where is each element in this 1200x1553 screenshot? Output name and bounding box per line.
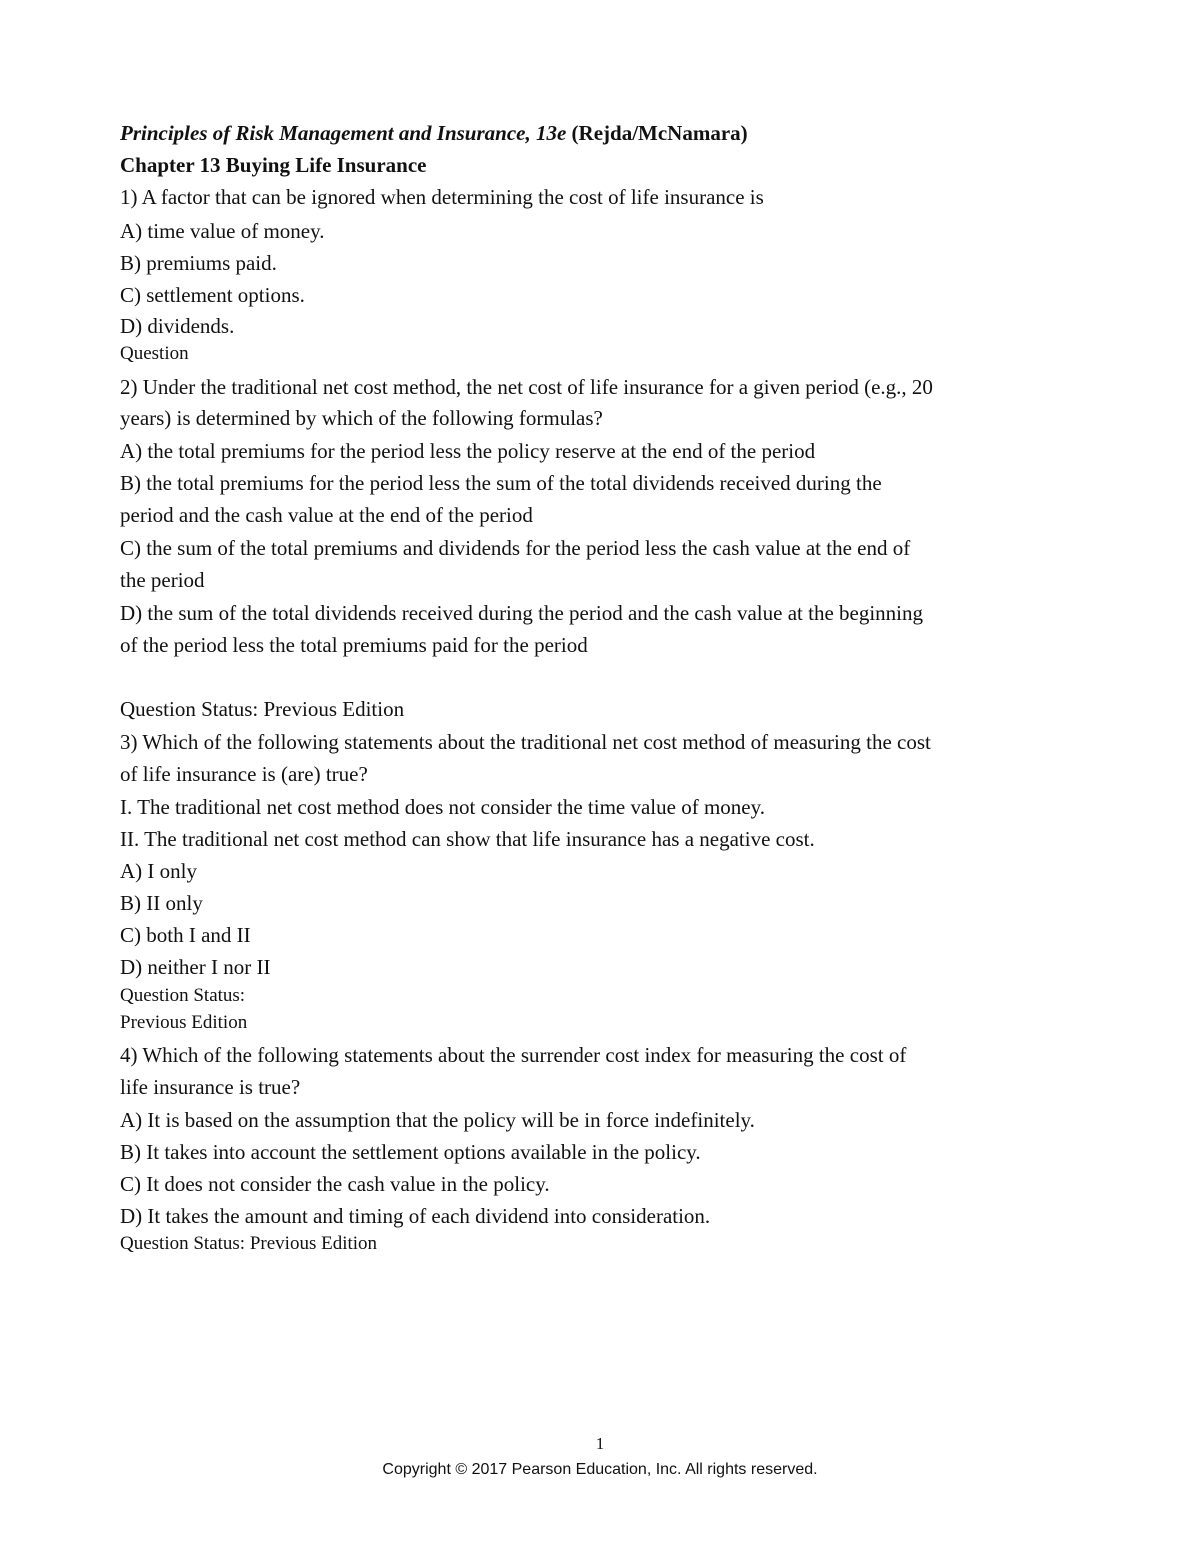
question-3-option-d: D) neither I nor II	[120, 955, 271, 979]
question-3-option-c: C) both I and II	[120, 923, 251, 947]
copyright-notice: Copyright © 2017 Pearson Education, Inc. All rights reserved.	[382, 1461, 818, 1478]
question-3-stem-line: 3) Which of the following statements about the traditional net cost method of measuring the cost	[120, 730, 931, 754]
book-title: Principles of Risk Management and Insurance, 13e	[120, 121, 567, 145]
question-1-stem: 1) A factor that can be ignored when determining the cost of life insurance is	[120, 185, 764, 209]
question-1-option-a: A) time value of money.	[120, 219, 325, 243]
book-authors: (Rejda/McNamara)	[571, 121, 748, 145]
question-3-status-cont: Previous Edition	[120, 1012, 248, 1033]
question-2-option-d: D) the sum of the total dividends received during the period and the cash value at the beginning	[120, 601, 924, 625]
question-2-option-c-cont: the period	[120, 568, 205, 592]
question-2-stem-line: 2) Under the traditional net cost method, the net cost of life insurance for a given period (e.g., 20	[120, 375, 933, 399]
question-1-option-d: D) dividends.	[120, 314, 235, 338]
question-2-option-c: C) the sum of the total premiums and dividends for the period less the cash value at the end of	[120, 536, 911, 560]
page-number: 1	[595, 1434, 605, 1453]
question-1-status: Question	[120, 343, 189, 364]
question-4-option-b: B) It takes into account the settlement options available in the policy.	[120, 1140, 701, 1164]
question-3-statement-i: I. The traditional net cost method does not consider the time value of money.	[120, 795, 766, 819]
question-3-option-a: A) I only	[120, 859, 197, 883]
question-2-option-b-cont: period and the cash value at the end of the period	[120, 503, 533, 527]
document-header	[120, 120, 748, 146]
question-4-status: Question Status: Previous Edition	[120, 1233, 378, 1254]
question-3-statement-ii: II. The traditional net cost method can show that life insurance has a negative cost.	[120, 827, 815, 851]
question-3-stem-line: of life insurance is (are) true?	[120, 762, 368, 786]
question-1-option-c: C) settlement options.	[120, 283, 305, 307]
question-4-stem-line: life insurance is true?	[120, 1075, 301, 1099]
question-4-stem-line: 4) Which of the following statements about the surrender cost index for measuring the cost of	[120, 1043, 907, 1067]
question-2-status: Question Status: Previous Edition	[120, 697, 405, 721]
question-4-option-a: A) It is based on the assumption that the policy will be in force indefinitely.	[120, 1108, 755, 1132]
question-2-stem-line: years) is determined by which of the following formulas?	[120, 406, 603, 430]
question-2-option-a: A) the total premiums for the period less the policy reserve at the end of the period	[120, 439, 816, 463]
question-3-status: Question Status:	[120, 985, 246, 1006]
question-4-option-c: C) It does not consider the cash value in the policy.	[120, 1172, 550, 1196]
question-3-option-b: B) II only	[120, 891, 203, 915]
question-2-option-d-cont: of the period less the total premiums paid for the period	[120, 633, 588, 657]
question-4-option-d: D) It takes the amount and timing of each dividend into consideration.	[120, 1204, 711, 1228]
question-2-option-b: B) the total premiums for the period less the sum of the total dividends received during the	[120, 471, 882, 495]
question-1-option-b: B) premiums paid.	[120, 251, 277, 275]
chapter-title: Chapter 13 Buying Life Insurance	[120, 153, 427, 177]
